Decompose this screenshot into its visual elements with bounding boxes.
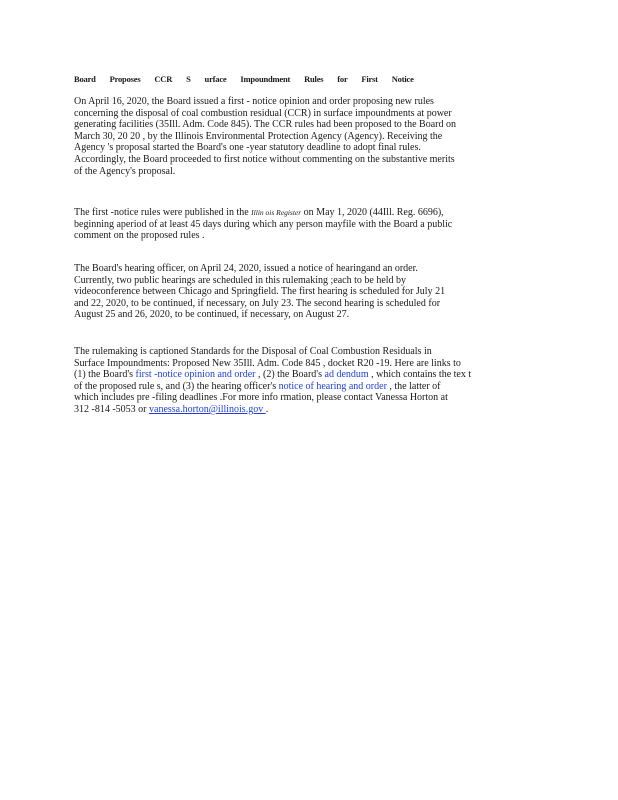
text-line: Agency 's proposal started the Board's one -year statutory deadline to adopt final rules. (74, 142, 421, 154)
text-segment: , (2) the Board's (255, 369, 325, 381)
addendum-link[interactable]: ad dendum (324, 369, 369, 381)
text-line (74, 369, 544, 381)
phone-number: 312 -814 -5053 or (74, 403, 149, 415)
text-segment: , the latter of (386, 380, 441, 392)
paragraph-first-notice (74, 96, 544, 177)
paragraph-publication (74, 207, 544, 242)
text-line: The Board's hearing officer, on April 24, 2020, issued a notice of hearingand an order. (74, 263, 418, 274)
text-line: August 25 and 26, 2020, to be continued, if necessary, on August 27. (74, 309, 350, 321)
text-line: Accordingly, the Board proceeded to first notice without commenting on the substantive merits (74, 153, 455, 165)
text-line (74, 404, 544, 416)
text-line (74, 381, 544, 393)
illinois-register-citation: Illin ois Register (251, 208, 302, 217)
text-line: The rulemaking is captioned Standards for the Disposal of Coal Combustion Residuals in (74, 346, 432, 357)
text-line: beginning aperiod of at least 45 days during which any person mayfile with the Board a public (74, 218, 453, 230)
paragraph-rulemaking-links (74, 346, 544, 416)
email-link[interactable]: vanessa.horton@illinois.gov (149, 403, 266, 415)
text-line (74, 207, 544, 219)
text-line: Surface Impoundments: Proposed New 35Ill. Adm. Code 845 , docket R20 -19. Here are links to (74, 357, 461, 369)
text-line: which includes pre -filing deadlines .For more info rmation, please contact Vanessa Horton at (74, 392, 448, 404)
text-segment: The first -notice rules were published in the (74, 207, 252, 218)
text-segment: of the proposed rule s, and (3) the hearing officer's (74, 380, 279, 392)
text-line: March 30, 20 20 , by the Illinois Environmental Protection Agency (Agency). Receiving the (74, 130, 443, 142)
text-line: On April 16, 2020, the Board issued a first - notice opinion and order proposing new rules (74, 96, 434, 107)
text-line: comment on the proposed rules . (74, 230, 205, 242)
text-line: and 22, 2020, to be continued, if necessary, on July 23. The second hearing is scheduled for (74, 297, 441, 309)
text-segment: . (265, 403, 269, 415)
text-line: Currently, two public hearings are scheduled in this rulemaking ;each to be held by (74, 274, 407, 286)
text-line: of the Agency's proposal. (74, 165, 176, 177)
text-line: generating facilities (35Ill. Adm. Code 845). The CCR rules had been proposed to the Board on (74, 119, 456, 131)
paragraph-hearings (74, 263, 544, 321)
page-title: Board Proposes CCR S urface Impoundment Rules for First Notice (74, 74, 414, 84)
first-notice-opinion-link[interactable]: first -notice opinion and order (135, 369, 256, 381)
notice-of-hearing-link[interactable]: notice of hearing and order (278, 380, 387, 392)
text-segment: (1) the Board's (74, 369, 136, 381)
text-line: videoconference between Chicago and Springfield. The first hearing is scheduled for July 21 (74, 286, 446, 298)
text-segment: , which contains the tex t (368, 369, 472, 381)
text-line: concerning the disposal of coal combustion residual (CCR) in surface impoundments at power (74, 107, 452, 119)
text-segment: on May 1, 2020 (44Ill. Reg. 6696), (301, 207, 444, 218)
